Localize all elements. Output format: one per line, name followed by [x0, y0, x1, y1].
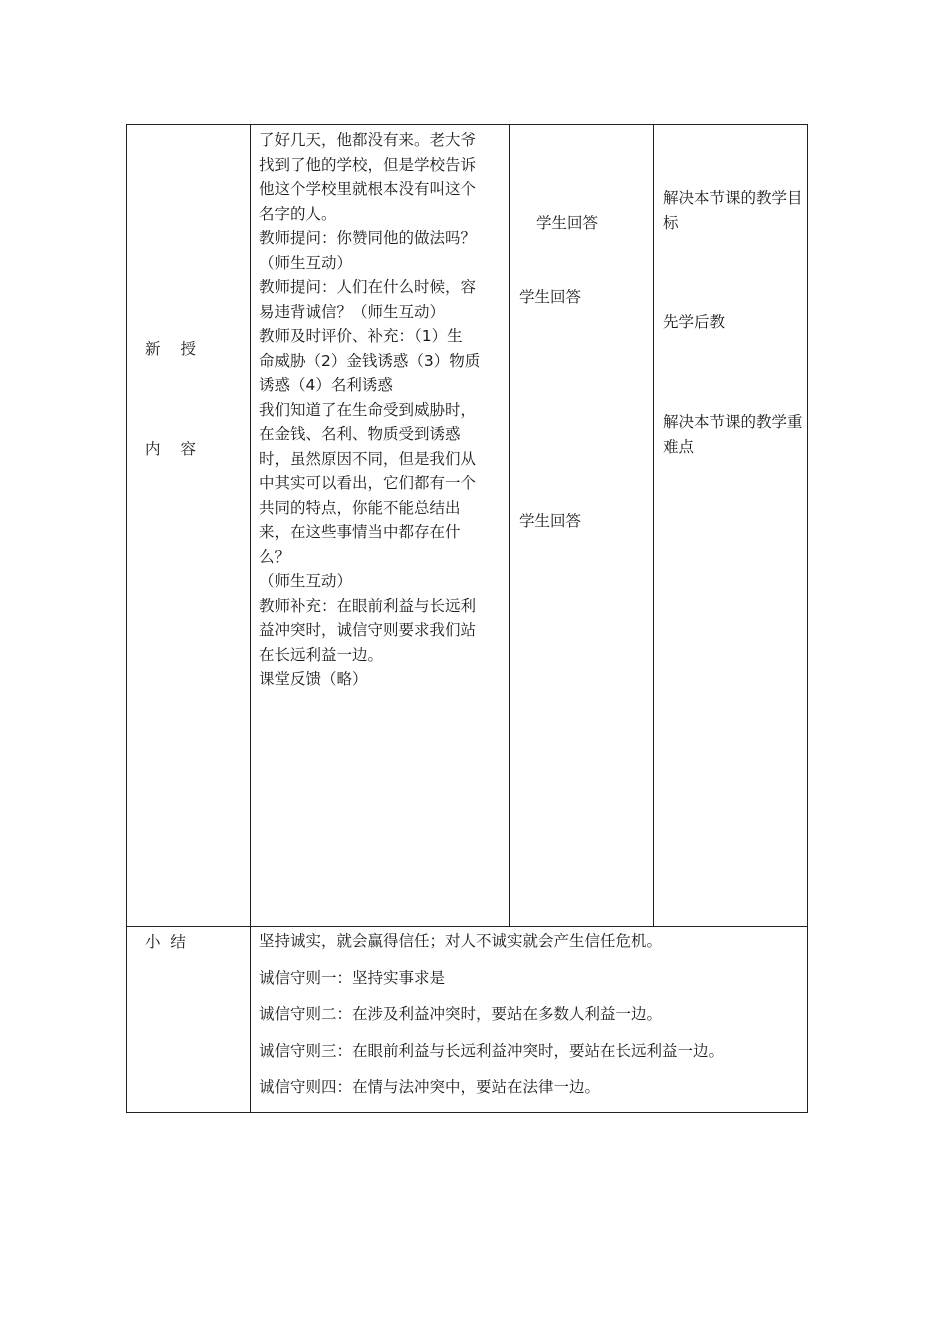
content-line: 在金钱、名利、物质受到诱惑 [259, 425, 461, 443]
student-activity-cell [510, 125, 654, 927]
content-line: （师生互动） [259, 253, 353, 272]
section-label-new-teaching: 新 授 [145, 340, 197, 358]
design-purpose-cell [654, 125, 808, 927]
content-line: 来，在这些事情当中都存在什 [259, 523, 461, 541]
content-line: 了好几天，他都没有来。老大爷 [259, 131, 477, 149]
section-label-cell [127, 125, 251, 927]
content-line: 命威胁（2）金钱诱惑（3）物质 [259, 351, 481, 370]
summary-label: 小 结 [127, 927, 251, 1113]
summary-row [127, 927, 808, 1113]
content-line: （师生互动） [259, 572, 353, 590]
student-answer-1: 学生回答 [536, 214, 599, 232]
summary-line: 诚信守则二：在涉及利益冲突时，要站在多数人利益一边。 [259, 1005, 663, 1023]
content-line: 课堂反馈（略） [259, 670, 368, 688]
purpose-teaching-goal: 解决本节课的教学目标 [663, 189, 803, 232]
content-line: 教师及时评价、补充：（1）生 [259, 327, 463, 345]
content-line: 在长远利益一边。 [259, 645, 384, 664]
purpose-learn-first: 先学后教 [663, 313, 726, 331]
summary-line: 诚信守则一：坚持实事求是 [259, 968, 446, 987]
student-answer-2: 学生回答 [519, 288, 582, 306]
lesson-plan-table [126, 124, 808, 1113]
content-line: 找到了他的学校，但是学校告诉 [259, 155, 477, 174]
content-line: 我们知道了在生命受到威胁时， [259, 400, 477, 419]
content-line: 时，虽然原因不同，但是我们从 [259, 449, 477, 468]
student-answer-3: 学生回答 [519, 512, 582, 530]
content-line: 教师提问：人们在什么时候，容 [259, 278, 477, 296]
content-line: 易违背诚信？（师生互动） [259, 302, 446, 321]
content-line: 教师提问：你赞同他的做法吗？ [259, 229, 477, 247]
content-line: 中其实可以看出，它们都有一个 [259, 474, 477, 492]
section-label-content: 内 容 [145, 440, 197, 458]
summary-line: 诚信守则三：在眼前利益与长远利益冲突时，要站在长远利益一边。 [259, 1041, 725, 1060]
content-line: 诱惑（4）名利诱惑 [259, 376, 393, 394]
content-line: 名字的人。 [259, 204, 337, 223]
new-content-row [127, 125, 808, 927]
teaching-content-cell [251, 125, 510, 927]
purpose-key-difficulties: 解决本节课的教学重难点 [663, 413, 803, 456]
summary-content-cell [251, 927, 808, 1113]
summary-line: 坚持诚实，就会赢得信任；对人不诚实就会产生信任危机。 [259, 932, 663, 950]
content-line: 益冲突时，诚信守则要求我们站 [259, 621, 477, 639]
content-line: 他这个学校里就根本没有叫这个 [259, 180, 477, 198]
content-line: 么？ [259, 547, 291, 566]
content-line: 教师补充：在眼前利益与长远利 [259, 596, 477, 615]
summary-line: 诚信守则四：在情与法冲突中，要站在法律一边。 [259, 1078, 601, 1096]
content-line: 共同的特点，你能不能总结出 [259, 498, 461, 517]
